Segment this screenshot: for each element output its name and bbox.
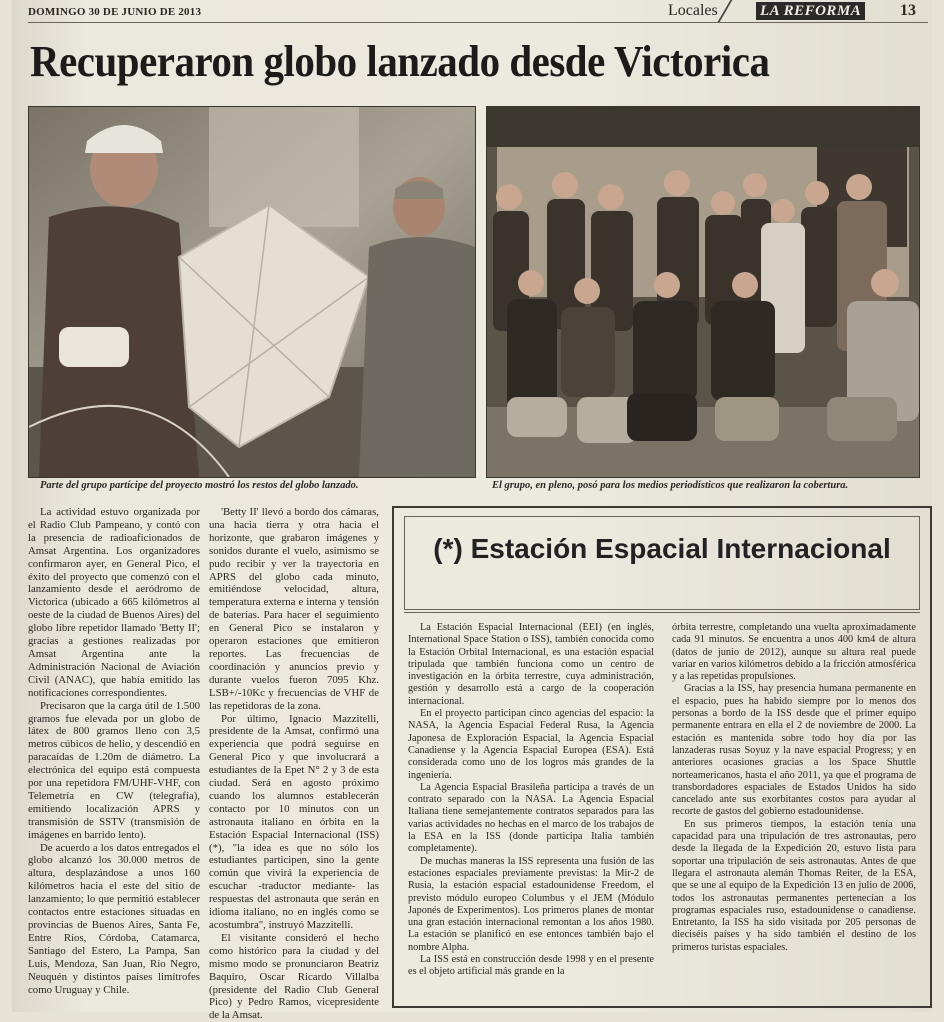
caption-right-photo: El grupo, en pleno, posó para los medios periodísticos que realizaron la cobertura.	[492, 480, 849, 491]
article-column-2	[209, 506, 379, 1022]
sidebar-paragraph: La ISS está en construcción desde 1998 y en el presente es el objeto artificial más grande en la	[408, 954, 654, 978]
sidebar-paragraph: Gracias a la ISS, hay presencia humana permanente en el espacio, pues ha habido siempre por lo menos dos personas a bordo de la ISS desde que el primer equipo permanente entrara en ella el 2 de noviembre de 2000. La estación es mantenida sobre todo hoy día por las lanzaderas rusas Soyuz y la nave espacial Progress; y en anteriores ocasiones gracias a los Space Shuttle norteamericanos, hasta el año 2011, ya que el programa de transbordadores espaciales de Estados Unidos ha sido cancelado ante sus exorbitantes costos para ayudar al recorte de gastos del gobierno estadounidense.	[672, 683, 916, 818]
sidebar-paragraph: En el proyecto participan cinco agencias del espacio: la NASA, la Agencia Espacial Federal Rusa, la Agencia Japonesa de Exploración Espacial, la Agencia Espacial Canadiense y la Agencia Espacial Europea (ESA). Está considerada como uno de los logros más grandes de la ingeniería.	[408, 708, 654, 781]
article-paragraph: El visitante consideró el hecho como histórico para la ciudad y del mismo modo se pronunciaron Beatriz Baquiro, Oscar Ricardo Villalba (presidente del Radio Club General Pico) y Pedro Ramos, vicepresidente de la Amsat.	[209, 931, 379, 1022]
header-rule	[28, 22, 928, 23]
article-paragraph: Por último, Ignacio Mazzitelli, presidente de la Amsat, confirmó una experiencia que podrá seguirse en General Pico y que involucrará a estudiantes de la Epet N° 2 y 3 de esta ciudad. Será en agosto próximo cuando los alumnos establecerán contacto por 10 minutos con un astronauta italiano en órbita en la Estación Espacial Internacional (ISS) (*), "la idea es que no sólo los estudiantes participen, sino la gente común que vivirá la experiencia de escuchar -traductor mediante- las respuestas del astronauta que serán en idioma italiano, no en inglés como se acostumbra", instruyó Mazzitelli.	[209, 712, 379, 931]
newspaper-page	[12, 0, 932, 1022]
photo-balloon-remains-illustration	[29, 107, 475, 477]
sidebar-paragraph: La Estación Espacial Internacional (EEI) (en inglés, International Space Station o ISS), también conocida como la Estación Orbital Internacional, es una estación espacial tripulada que también funciona como un centro de investigación en la órbita terrestre, cuya administración, gestión y desarrollo está a cargo de la cooperación internacional.	[408, 622, 654, 707]
article-paragraph: De acuerdo a los datos entregados el globo alcanzó los 30.000 metros de altura, desplazándose a unos 160 kilómetros hacia el este del sitio de lanzamiento; lo que permitió establecer contactos entre estaciones situadas en provincias de Buenos Aires, Santa Fe, Entre Ríos, Córdoba, Catamarca, Santiago del Estero, La Pampa, San Luis, Mendoza, San Juan, Río Negro, Neuquén y distintos países limítrofes como Uruguay y Chile.	[28, 841, 200, 996]
page-number: 13	[900, 2, 916, 19]
photo-group-portrait-illustration	[487, 107, 919, 477]
sidebar-paragraph: órbita terrestre, completando una vuelta aproximadamente cada 91 minutos. Se encuentra a unos 400 km4 de altura (datos de junio de 2012), aunque su altura real puede variar en varios kilómetros debido a la fricción atmosférica y a las repetidas propulsiones.	[672, 622, 916, 683]
issue-date: DOMINGO 30 DE JUNIO DE 2013	[28, 6, 202, 18]
article-paragraph: La actividad estuvo organizada por el Radio Club Pampeano, y contó con la presencia de radioaficionados de Amsat Argentina. Los organizadores confirmaron ayer, en General Pico, el éxito del proyecto que comenzó con el lanzamiento desde el aeródromo de Victorica (ubicado a 665 kilómetros al oeste de la ciudad de Buenos Aires) del globo libre repetidor llamado 'Betty II'; gracias a gestiones realizadas por Amsat Argentina ante la Administración Nacional de Aviación Civil (ANAC), que había emitido las notificaciones correspondientes.	[28, 506, 200, 699]
article-paragraph: Precisaron que la carga útil de 1.500 gramos fue elevada por un globo de látex de 800 gramos lleno con 3,5 metros cúbicos de helio, y descendió en paracaídas de 1.20m de diámetro. La electrónica del equipo está compuesta por una repetidora FM/UHF-VHF, con Telemetría en CW (telegrafía), emitiendo localización APRS y transmisión de SSTV (transmisión de imágenes en barrido lento).	[28, 699, 200, 841]
sidebar-title: (*) Estación Espacial Internacional	[433, 533, 891, 564]
article-paragraph: 'Betty II' llevó a bordo dos cámaras, una hacia tierra y otra hacia el horizonte, que grabaron imágenes y sonidos durante el vuelo, asimismo se pudo recibir y ver la trayectoria en APRS del globo cada minuto, emitiéndose velocidad, altura, temperatura externa e interna y tensión de baterías. Para hacer el seguimiento en General Pico se instalaron y operaron estaciones que emitieron reportes. Las frecuencias de coordinación y anuncios previo y durante vuelos fueron 7095 Khz. LSB+/-10Kc y frecuencias de VHF de las repetidoras de la zona.	[209, 506, 379, 712]
sidebar-paragraph: La Agencia Espacial Brasileña participa a través de un contrato separado con la NASA. La Agencia Espacial Italiana tiene semejantemente contratos separados para las varias actividades no hechas en el marco de los trabajos de la ESA en la ISS (donde participa Italia también completamente).	[408, 781, 654, 855]
sidebar-paragraph: En sus primeros tiempos, la estación tenía una capacidad para una tripulación de tres astronautas, pero desde la llegada de la Expedición 20, estuvo lista para soportar una tripulación de seis astronautas. Antes de que llegara el astronauta alemán Thomas Reiter, de la ESA, que se une al equipo de la Expedición 13 en julio de 2006, todos los astronautas permanentes pertenecían a los programas espaciales ruso, estadounidense o canadiense. Entretanto, la ISS ha sido visitada por 205 personas de dieciséis países y ha sido también el destino de los primeros turistas espaciales.	[672, 818, 916, 953]
sidebar-divider	[404, 612, 920, 613]
article-column-1	[28, 506, 200, 996]
page-header	[28, 2, 928, 24]
headline: Recuperaron globo lanzado desde Victorica	[30, 37, 770, 86]
sidebar-box-iss	[392, 506, 932, 1008]
caption-left-photo: Parte del grupo partícipe del proyecto mostró los restos del globo lanzado.	[40, 480, 359, 491]
sidebar-column-1	[408, 622, 654, 979]
photo-balloon-remains	[28, 106, 476, 478]
header-slash-divider	[718, 0, 733, 22]
sidebar-paragraph: De muchas maneras la ISS representa una fusión de las estaciones espaciales previamente previstas: la Mir-2 de Rusia, la estación espacial estadounidense Freedom, el previsto módulo europeo Columbus y el JEM (Módulo Japonés de Experimentos). Los primeros planes de montar una gran estación internacional remontan a los años 1980. La estación se planificó en ese entonces también bajo el nombre Alpha.	[408, 855, 654, 953]
sidebar-column-2	[672, 622, 916, 954]
newspaper-brand: LA REFORMA	[756, 2, 865, 20]
sidebar-title-frame	[404, 516, 920, 610]
photo-group-portrait	[486, 106, 920, 478]
section-name: Locales	[668, 2, 718, 19]
